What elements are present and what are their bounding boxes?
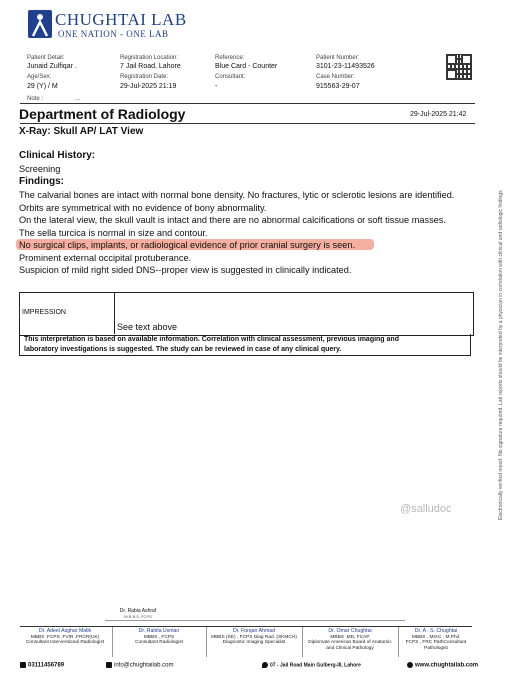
consultant-label: Consultant: (215, 74, 246, 80)
patient-number-label: Patient Number: (316, 55, 360, 61)
signature-line (105, 620, 405, 621)
doctor-name: Dr. Omar Chughtai (328, 628, 372, 634)
verification-note: Electronically verified report. No signature required. Lab reports should be interpreted by a physician in correlation with clinical and radiologic findings (498, 190, 504, 520)
signatory-creds: M.B.B.S, FCPS (124, 614, 152, 619)
disclaimer-line-2: laboratory investigations is suggested. The study can be reviewed in case of any clinical query. (24, 346, 342, 353)
location-pin-icon (262, 662, 268, 668)
doctor-creds: MBBS (KE) , FCPS Diag Rad. (SKMCH) (211, 634, 297, 640)
finding-line: Orbits are symmetrical with no evidence of bony abnormality. (19, 203, 267, 213)
doctor-name: Dr. Furqan Ahmad (232, 628, 276, 634)
doctor-name: Dr. Adeel Asghar Malik (38, 628, 92, 634)
case-number: 915563-29-07 (316, 83, 360, 90)
impression-label: IMPRESSION (22, 309, 66, 316)
divider (20, 123, 475, 124)
signatory-name: Dr. Rabia Ashraf (119, 608, 157, 614)
clinical-history-heading: Clinical History: (19, 150, 96, 161)
doctor-card (20, 629, 110, 657)
patient-detail-label: Patient Detail: (27, 55, 65, 61)
doctor-name: Dr. A . S. Chughtai (414, 628, 458, 634)
findings-heading: Findings: (19, 176, 64, 187)
address: 07 - Jail Road Main Gulberg-III, Lahore (270, 662, 361, 669)
note-label: Note : (27, 96, 44, 102)
doctor-title: FCPS , FRC PathConsultant Pathologist (405, 640, 467, 651)
doctor-creds: MBBS ,MD, FCAP (330, 634, 370, 640)
globe-icon (407, 662, 413, 668)
patient-number: 3101-23-11493526 (316, 63, 375, 70)
note-value: ... (75, 96, 81, 102)
finding-line: The calvarial bones are intact with normal bone density. No fractures, lytic or sclerotic lesions are identified. (19, 190, 455, 200)
footer-website[interactable] (407, 662, 478, 669)
doctor-title: Diagnostic Imaging Specialist (222, 640, 286, 645)
disclaimer (19, 334, 471, 356)
column-divider (112, 627, 113, 657)
email-icon (106, 662, 112, 668)
finding-line: Prominent external occipital protuberance. (19, 253, 192, 263)
doctor-card (114, 629, 204, 657)
qr-code-icon (446, 54, 472, 80)
doctor-title: Diplomate American Board of Anatomic (308, 640, 392, 645)
watermark: @salludoc (400, 503, 452, 515)
finding-line: Suspicion of mild right sided DNS--proper view is suggested in clinically indicated. (19, 265, 352, 275)
finding-line: The sella turcica is normal in size and contour. (19, 228, 208, 238)
impression-table (19, 292, 474, 336)
column-divider (206, 627, 207, 657)
report-datetime: 29-Jul-2025 21:42 (410, 111, 467, 118)
clinical-history: Screening (19, 164, 61, 174)
logo-icon (28, 10, 52, 38)
phone-icon (20, 662, 26, 668)
footer-address (262, 662, 361, 668)
age-sex: 29 (Y) / M (27, 83, 58, 90)
department-title: Department of Radiology (19, 106, 186, 122)
reference-label: Reference: (215, 55, 245, 61)
finding-line: On the lateral view, the skull vault is intact and there are no abnormal calcifications or soft tissue masses. (19, 215, 446, 225)
case-number-label: Case Number: (316, 74, 355, 80)
reg-date: 29-Jul-2025 21:19 (120, 83, 177, 90)
doctor-name: Dr. Rahila Usman (138, 628, 180, 634)
doctor-creds: MBBS , FCPS (143, 634, 175, 640)
column-divider (302, 627, 303, 657)
doctor-card (208, 629, 300, 657)
brand-tagline: ONE NATION - ONE LAB (58, 29, 169, 39)
footer-email[interactable] (106, 662, 173, 669)
exam-title: X-Ray: Skull AP/ LAT View (19, 126, 144, 137)
location: 7 Jail Road, Lahore (120, 63, 181, 70)
finding-line-highlighted: No surgical clips, implants, or radiological evidence of prior cranial surgery is seen. (19, 240, 356, 250)
disclaimer-line-1: This interpretation is based on available information. Correlation with clinical assessment, previous imaging and (24, 336, 399, 343)
email-address[interactable]: info@chughtailab.com (114, 662, 174, 669)
patient-name: Junaid Zulfiqar . (27, 63, 77, 70)
location-label: Registration Location: (120, 55, 179, 61)
doctor-title-2: and Clinical Pathology (326, 645, 374, 651)
doctor-title: Consultant Interventional Radiologist (25, 640, 105, 645)
reference: Blue Card - Counter (215, 63, 278, 70)
doctor-creds: MBBS , MIAC , M.Phil, (411, 634, 461, 640)
website[interactable]: www.chughtailab.com (415, 662, 479, 669)
divider (20, 103, 475, 104)
phone-number: 03111456789 (28, 662, 65, 669)
doctors-table (20, 626, 472, 657)
doctor-creds: MBBS ,FCPS ,FVIR ,FRCR(UK) (30, 634, 100, 640)
doctor-title: Consultant Radiologist (135, 640, 183, 645)
age-sex-label: Age/Sex: (27, 74, 52, 80)
impression-divider (114, 292, 115, 334)
footer-phone (20, 662, 64, 669)
reg-date-label: Registration Date: (120, 74, 169, 80)
consultant: - (215, 83, 218, 90)
impression-text: See text above (117, 322, 178, 332)
doctor-card (304, 629, 396, 657)
brand-name: CHUGHTAI LAB (55, 10, 187, 29)
doctor-card (399, 629, 473, 657)
